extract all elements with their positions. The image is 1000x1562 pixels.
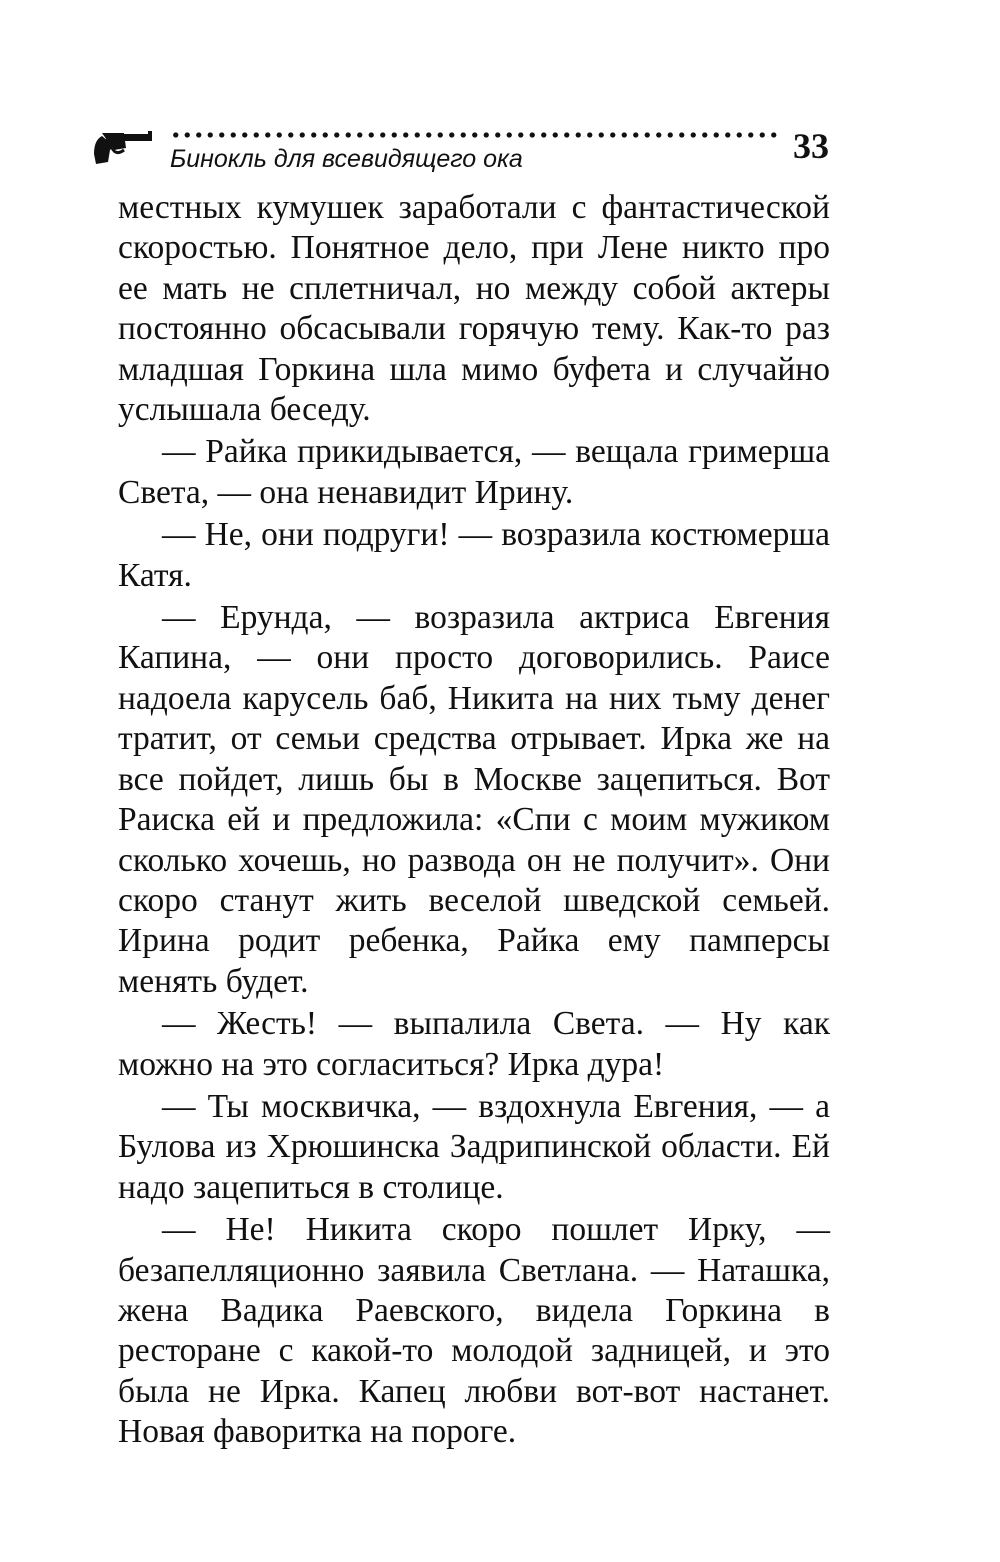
revolver-icon [92,126,154,166]
paragraph-dialogue: — Ты москвичка, — вздохнула Евгения, — а Булова из Хрюшинска Задрипинской области. Ей надо зацепиться в столице. [118,1087,830,1206]
paragraph-dialogue: — Ерунда, — возразила актриса Евгения Капина, — они просто договорились. Раисе надоела карусель баб, Никита на них тьму денег тратит, от семьи средства отрывает. Ирка же на все пойдет, лишь бы в Москве зацепиться. Вот Раиска ей и предложила: «Спи с моим мужиком сколько хочешь, но развода он не получит». Они скоро станут жить веселой шведской семьей. Ирина родит ребенка, Райка ему памперсы менять будет. [118,599,830,1000]
body-text [118,188,830,1453]
paragraph-dialogue: — Не! Никита скоро пошлет Ирку, — безапелляционно заявила Светлана. — Наташка, жена Вадика Раевского, видела Горкина в ресторане с какой-то молодой задницей, и это была не Ирка. Капец любви вот-вот настанет. Новая фаворитка на пороге. [118,1211,830,1451]
header-dotted-rule [170,132,782,138]
paragraph-dialogue: — Жесть! — выпалила Света. — Ну как можно на это согласиться? Ирка дура! [118,1005,830,1083]
paragraph-narration: местных кумушек заработали с фантастической скоростью. Понятное дело, при Лене никто про ее мать не сплетничал, но между собой актеры постоянно обсасывали горячую тему. Как-то раз младшая Горкина шла мимо буфета и случайно услышала беседу. [118,189,830,429]
page-number: 33 [793,126,829,166]
paragraph-dialogue: — Райка прикидывается, — вещала гримерша Света, — она ненавидит Ирину. [118,433,830,511]
running-title: Бинокль для всевидящего ока [170,145,523,173]
page-header [92,122,837,182]
paragraph-dialogue: — Не, они подруги! — возразила костюмерша Катя. [118,516,830,594]
